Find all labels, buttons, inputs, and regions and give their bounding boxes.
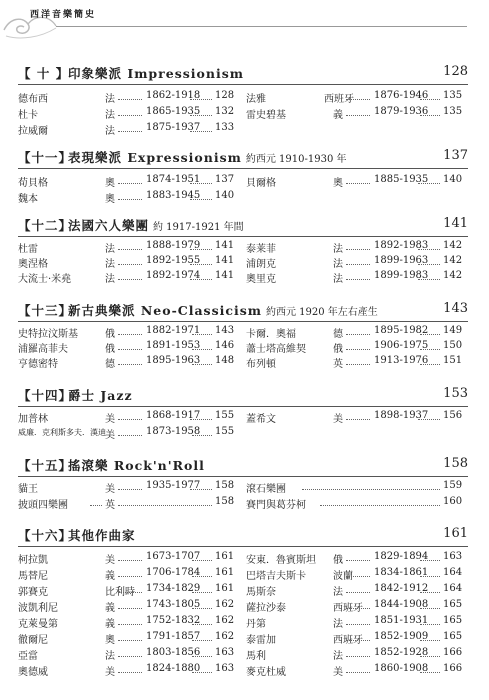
list-item: 荀貝格 奧 1874-1951 137 bbox=[18, 174, 235, 189]
dot-leader bbox=[190, 183, 212, 184]
list-item: 法雅 西班牙 1876-1946 135 bbox=[246, 90, 463, 105]
section-label: 【十二】 bbox=[18, 218, 73, 233]
dot-leader bbox=[192, 624, 212, 625]
dot-leader bbox=[346, 592, 370, 593]
list-item: 奧里克 法 1899-1983 142 bbox=[246, 270, 463, 285]
list-item: 披頭四樂團 英 158 bbox=[18, 496, 235, 511]
dot-leader bbox=[190, 264, 212, 265]
dot-leader bbox=[418, 264, 440, 265]
dot-leader bbox=[192, 349, 212, 350]
section-label: 【十四】 bbox=[18, 388, 73, 403]
section-title: 新古典樂派 Neo-Classicism 約西元 1920 年左右產生 bbox=[68, 303, 378, 318]
list-item: 貝爾格 奧 1885-1935 140 bbox=[246, 174, 463, 189]
dot-leader bbox=[420, 640, 440, 641]
dot-leader bbox=[346, 560, 370, 561]
section-rule bbox=[18, 236, 468, 237]
dot-leader bbox=[190, 199, 212, 200]
list-item: 滾石樂團 159 bbox=[246, 480, 463, 495]
list-item: 大流士·米堯 法 1892-1974 141 bbox=[18, 270, 235, 285]
dot-leader bbox=[418, 419, 440, 420]
dot-leader bbox=[190, 99, 212, 100]
dot-leader bbox=[346, 115, 370, 116]
section-page: 141 bbox=[443, 216, 468, 231]
dot-leader bbox=[118, 364, 142, 365]
section-page: 137 bbox=[443, 148, 468, 163]
section-rule bbox=[18, 476, 468, 477]
list-item: 巴塔吉夫斯卡 波蘭 1834-1861 164 bbox=[246, 567, 463, 582]
section-label: 【 十 】 bbox=[18, 66, 70, 81]
list-item: 克萊曼第 義 1752-1832 162 bbox=[18, 615, 235, 630]
section bbox=[18, 216, 468, 234]
section-title: 表現樂派 Expressionism 約西元 1910-1930 年 bbox=[68, 150, 347, 165]
dot-leader bbox=[418, 183, 440, 184]
dot-leader bbox=[192, 364, 212, 365]
list-item: 德布西 法 1862-1918 128 bbox=[18, 90, 235, 105]
list-item: 泰莱菲 法 1892-1983 142 bbox=[246, 240, 463, 255]
dot-leader bbox=[192, 640, 212, 641]
section bbox=[18, 456, 468, 474]
dot-leader bbox=[118, 435, 142, 436]
dot-leader bbox=[420, 349, 440, 350]
dot-leader bbox=[190, 279, 212, 280]
list-item: 卡爾．奧福 德 1895-1982 149 bbox=[246, 325, 463, 340]
list-item: 加普林 美 1868-1917 155 bbox=[18, 410, 235, 425]
dot-leader bbox=[420, 672, 440, 673]
dot-leader bbox=[190, 115, 212, 116]
section-rule bbox=[18, 84, 468, 85]
list-item: 貓王 美 1935-1977 158 bbox=[18, 480, 235, 495]
dot-leader bbox=[118, 592, 142, 593]
section bbox=[18, 64, 468, 82]
list-item: 奧涅格 法 1892-1955 141 bbox=[18, 255, 235, 270]
section-title: 法國六人樂團 約 1917-1921 年間 bbox=[68, 218, 244, 233]
dot-leader bbox=[118, 560, 142, 561]
dot-leader bbox=[420, 656, 440, 657]
dot-leader bbox=[192, 560, 212, 561]
list-item: 布列頓 英 1913-1976 151 bbox=[246, 355, 463, 370]
page-header bbox=[0, 0, 489, 42]
list-item: 杜卡 法 1865-1935 132 bbox=[18, 106, 235, 121]
dot-leader bbox=[118, 576, 142, 577]
section bbox=[18, 526, 468, 544]
list-item: 徹爾尼 奧 1791-1857 162 bbox=[18, 631, 235, 646]
list-item: 薩拉沙泰 西班牙 1844-1908 165 bbox=[246, 599, 463, 614]
dot-leader bbox=[192, 435, 212, 436]
dot-leader bbox=[118, 624, 142, 625]
dot-leader bbox=[192, 576, 212, 577]
list-item: 波凱利尼 義 1743-1805 162 bbox=[18, 599, 235, 614]
dot-leader bbox=[192, 592, 212, 593]
dot-leader bbox=[346, 99, 370, 100]
dot-leader bbox=[118, 608, 142, 609]
dot-leader bbox=[420, 115, 440, 116]
section-rule bbox=[18, 406, 468, 407]
dot-leader bbox=[118, 672, 142, 673]
list-item: 魏本 奧 1883-1945 140 bbox=[18, 190, 235, 205]
dot-leader bbox=[346, 349, 370, 350]
dot-leader bbox=[418, 279, 440, 280]
list-item: 麥克杜威 美 1860-1908 166 bbox=[246, 663, 463, 678]
header-rule bbox=[56, 26, 467, 27]
dot-leader bbox=[420, 364, 440, 365]
dot-leader bbox=[118, 656, 142, 657]
dot-leader bbox=[190, 249, 212, 250]
list-item: 柯拉凱 美 1673-1707 161 bbox=[18, 551, 235, 566]
dot-leader bbox=[346, 624, 370, 625]
list-item: 杜雷 法 1888-1979 141 bbox=[18, 240, 235, 255]
list-item: 馬替尼 義 1706-1784 161 bbox=[18, 567, 235, 582]
list-item: 郭賽克 比利時 1734-1829 161 bbox=[18, 583, 235, 598]
dot-leader bbox=[346, 364, 370, 365]
section-label: 【十六】 bbox=[18, 528, 73, 543]
list-item: 賽門與葛芬柯 160 bbox=[246, 496, 463, 511]
section bbox=[18, 148, 468, 166]
dot-leader bbox=[190, 489, 212, 490]
list-item: 奧德威 美 1824-1880 163 bbox=[18, 663, 235, 678]
dot-leader bbox=[190, 131, 212, 132]
list-item: 史特拉汶斯基 俄 1882-1971 143 bbox=[18, 325, 235, 340]
section-page: 158 bbox=[443, 456, 468, 471]
dot-leader bbox=[118, 640, 142, 641]
list-item: 丹第 法 1851-1931 165 bbox=[246, 615, 463, 630]
section-rule bbox=[18, 168, 468, 169]
list-item: 馬利 法 1852-1928 166 bbox=[246, 647, 463, 662]
section-rule bbox=[18, 321, 468, 322]
list-item: 浦朗克 法 1899-1963 142 bbox=[246, 255, 463, 270]
dot-leader bbox=[420, 624, 440, 625]
dot-leader bbox=[420, 334, 440, 335]
section-page: 161 bbox=[443, 526, 468, 541]
dot-leader bbox=[418, 249, 440, 250]
dot-leader bbox=[192, 656, 212, 657]
dot-leader bbox=[346, 334, 370, 335]
section-title: 印象樂派 Impressionism bbox=[68, 66, 244, 81]
section-page: 153 bbox=[443, 386, 468, 401]
section-page: 128 bbox=[443, 64, 468, 79]
dot-leader bbox=[192, 608, 212, 609]
list-item: 拉威爾 法 1875-1937 133 bbox=[18, 122, 235, 137]
dot-leader bbox=[190, 419, 212, 420]
list-item: 亨德密特 德 1895-1963 148 bbox=[18, 355, 235, 370]
dot-leader bbox=[420, 99, 440, 100]
list-item: 蓋希文 美 1898-1937 156 bbox=[246, 410, 463, 425]
section-label: 【十一】 bbox=[18, 150, 73, 165]
section bbox=[18, 301, 468, 319]
section-rule bbox=[18, 546, 468, 547]
dot-leader bbox=[420, 608, 440, 609]
section-title: 爵士 Jazz bbox=[68, 388, 133, 403]
list-item: 威廉．克利斯多夫．漢迪 美 1873-1958 155 bbox=[18, 426, 235, 441]
list-item: 蕭士塔高維契 俄 1906-1975 150 bbox=[246, 340, 463, 355]
dot-leader bbox=[192, 672, 212, 673]
list-item: 泰雷加 西班牙 1852-1909 165 bbox=[246, 631, 463, 646]
dot-leader bbox=[346, 576, 370, 577]
list-item: 浦羅高菲夫 俄 1891-1953 146 bbox=[18, 340, 235, 355]
dot-leader bbox=[420, 576, 440, 577]
section-page: 143 bbox=[443, 301, 468, 316]
running-title: 西洋音樂簡史 bbox=[30, 10, 97, 20]
dot-leader bbox=[420, 560, 440, 561]
dot-leader bbox=[346, 672, 370, 673]
section-title: 搖滾樂 Rock'n'Roll bbox=[68, 458, 205, 473]
dot-leader bbox=[118, 334, 142, 335]
section-label: 【十五】 bbox=[18, 458, 73, 473]
dot-leader bbox=[346, 640, 370, 641]
dot-leader bbox=[346, 656, 370, 657]
list-item: 亞當 法 1803-1856 163 bbox=[18, 647, 235, 662]
dot-leader bbox=[420, 592, 440, 593]
section-label: 【十三】 bbox=[18, 303, 73, 318]
dot-leader bbox=[346, 608, 370, 609]
section-title: 其他作曲家 bbox=[68, 528, 136, 543]
list-item: 馬斯奈 法 1842-1912 164 bbox=[246, 583, 463, 598]
section bbox=[18, 386, 468, 404]
list-item: 安東．魯賓斯坦 俄 1829-1894 163 bbox=[246, 551, 463, 566]
dot-leader bbox=[118, 349, 142, 350]
dot-leader bbox=[192, 334, 212, 335]
list-item: 雷史碧基 義 1879-1936 135 bbox=[246, 106, 463, 121]
